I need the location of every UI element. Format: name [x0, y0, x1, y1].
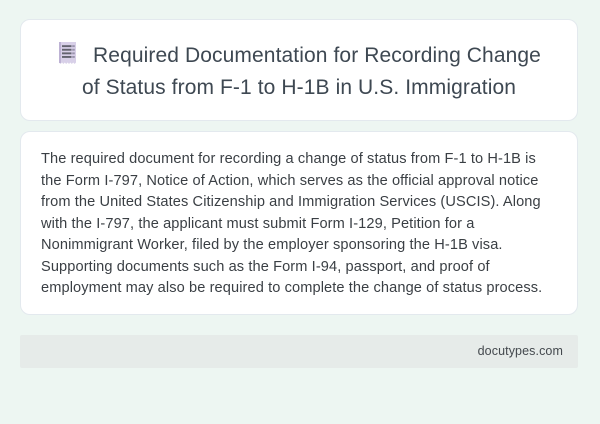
- footer-site-label: docutypes.com: [477, 344, 563, 358]
- title-card: [20, 19, 578, 121]
- receipt-icon: [57, 42, 78, 66]
- page-title: [55, 40, 543, 104]
- footer-bar: [20, 335, 578, 368]
- page-title-text: Required Documentation for Recording Change of Status from F-1 to H-1B in U.S. Immigration: [81, 44, 541, 99]
- answer-card: [20, 131, 578, 315]
- answer-paragraph: The required document for recording a change of status from F-1 to H-1B is the Form I-797, Notice of Action, which serves as the official approval notice from the United States Citizenship and Immigration Services (USCIS). Along with the I-797, the applicant must submit Form I-129, Petition for a Nonimmigrant Worker, filed by the employer sponsoring the H-1B visa. Supporting documents such as the Form I-94, passport, and proof of employment may also be required to complete the change of status process.: [41, 151, 543, 296]
